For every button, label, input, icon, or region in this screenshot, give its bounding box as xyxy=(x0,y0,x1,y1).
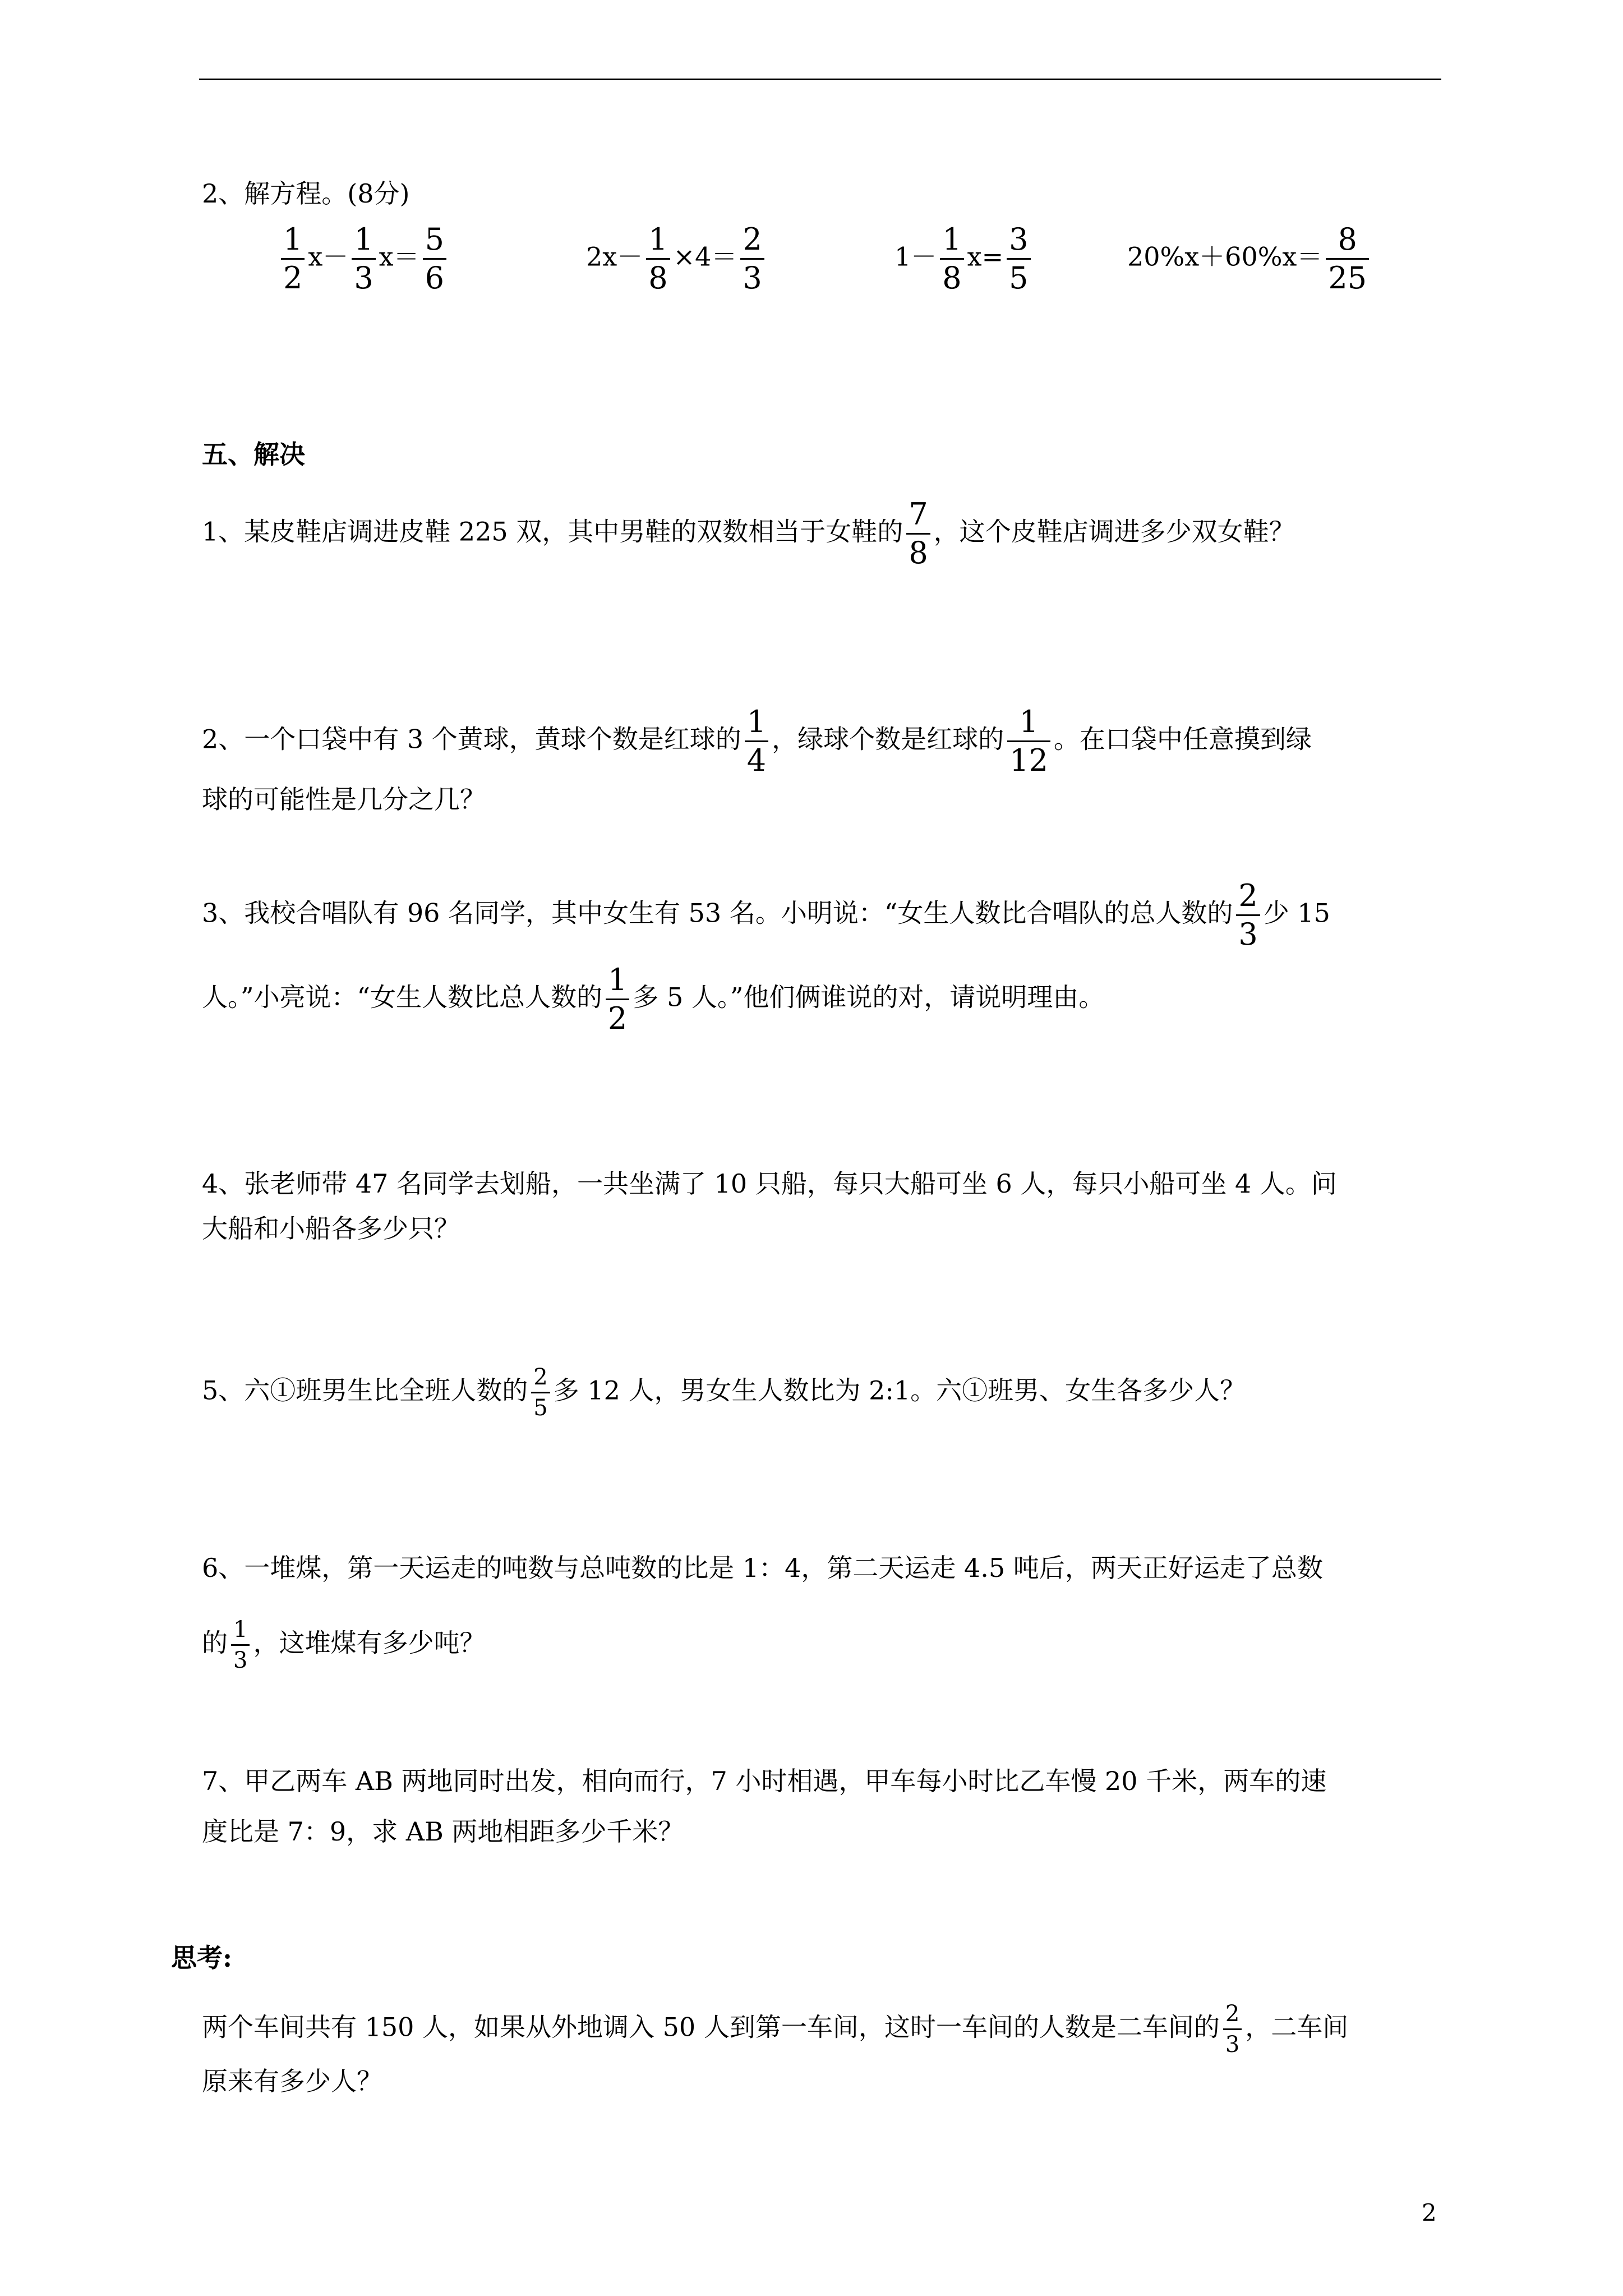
page-number: 2 xyxy=(1422,2199,1437,2226)
equation-2: 2x－ $\frac{1}{8}$ ×4＝ $\frac{2}{3}$ xyxy=(586,224,768,293)
fraction: $\frac{1}{3}$ xyxy=(231,1618,250,1672)
fraction: $\frac{1}{8}$ xyxy=(646,224,670,293)
question-2-line-2: 球的可能性是几分之几？ xyxy=(202,784,486,815)
fraction: $\frac{2}{5}$ xyxy=(531,1366,550,1419)
fraction: $\frac{1}{4}$ xyxy=(745,707,768,776)
equation-3: 1－ $\frac{1}{8}$ x= $\frac{3}{5}$ xyxy=(895,224,1034,293)
question-1: 1、某皮鞋店调进皮鞋 225 双，其中男鞋的双数相当于女鞋的 $\frac{7}{8}$ ，这个皮鞋店调进多少双女鞋？ xyxy=(202,496,1295,570)
fraction: $\frac{2}{3}$ xyxy=(740,224,764,293)
fraction: $\frac{5}{6}$ xyxy=(423,224,446,293)
question-7-line-1: 7、甲乙两车 AB 两地同时出发，相向而行，7 小时相遇，甲车每小时比乙车慢 20 千米，两车的速 xyxy=(202,1766,1327,1796)
question-6-line-1: 6、一堆煤，第一天运走的吨数与总吨数的比是 1：4，第二天运走 4.5 吨后，两天正好运走了总数 xyxy=(202,1553,1323,1583)
question-4-line-1: 4、张老师带 47 名同学去划船，一共坐满了 10 只船，每只大船可坐 6 人，每只小船可坐 4 人。问 xyxy=(202,1168,1337,1199)
question-5: 5、六①班男生比全班人数的 $\frac{2}{5}$ 多 12 人，男女生人数比为 2:1。六①班男、女生各多少人？ xyxy=(202,1364,1246,1421)
thinking-title: 思考: xyxy=(171,1943,232,1973)
question-4-line-2: 大船和小船各多少只？ xyxy=(202,1213,460,1244)
question-3-line-1: 3、我校合唱队有 96 名同学，其中女生有 53 名。小明说：“女生人数比合唱队的总人数的 $\frac{2}{3}$ 少 15 xyxy=(202,878,1330,952)
fraction: $\frac{1}{12}$ xyxy=(1007,707,1050,776)
fraction: $\frac{2}{3}$ xyxy=(1223,2003,1242,2056)
fraction: $\frac{2}{3}$ xyxy=(1236,881,1260,950)
section-5-title: 五、解决 xyxy=(202,439,305,470)
question-7-line-2: 度比是 7：9，求 AB 两地相距多少千米？ xyxy=(202,1816,684,1847)
equation-1: $\frac{1}{2}$ x－ $\frac{1}{3}$ x＝ $\frac{5}{6}$ xyxy=(278,224,450,293)
equation-4: 20%x＋60%x＝ $\frac{8}{25}$ xyxy=(1127,224,1372,293)
fraction: $\frac{1}{8}$ xyxy=(940,224,963,293)
header-rule xyxy=(199,79,1441,80)
question-6-line-2: 的 $\frac{1}{3}$ ，这堆煤有多少吨？ xyxy=(202,1617,486,1673)
thinking-line-1: 两个车间共有 150 人，如果从外地调入 50 人到第一车间，这时一车间的人数是二车间的 $\frac{2}{3}$ ，二车间 xyxy=(202,2001,1349,2058)
fraction: $\frac{8}{25}$ xyxy=(1326,224,1369,293)
thinking-line-2: 原来有多少人？ xyxy=(202,2066,382,2096)
fraction: $\frac{1}{3}$ xyxy=(352,224,375,293)
section-2-title: 2、解方程。(8分) xyxy=(202,178,410,209)
fraction: $\frac{7}{8}$ xyxy=(906,499,930,568)
question-2-line-1: 2、一个口袋中有 3 个黄球，黄球个数是红球的 $\frac{1}{4}$ ，绿球个数是红球的 $\frac{1}{12}$ 。在口袋中任意摸到绿 xyxy=(202,704,1312,778)
fraction: $\frac{1}{2}$ xyxy=(281,224,305,293)
fraction: $\frac{1}{2}$ xyxy=(606,965,629,1034)
fraction: $\frac{3}{5}$ xyxy=(1007,224,1030,293)
question-3-line-2: 人。”小亮说：“女生人数比总人数的 $\frac{1}{2}$ 多 5 人。”他们俩谁说的对，请说明理由。 xyxy=(202,962,1105,1036)
